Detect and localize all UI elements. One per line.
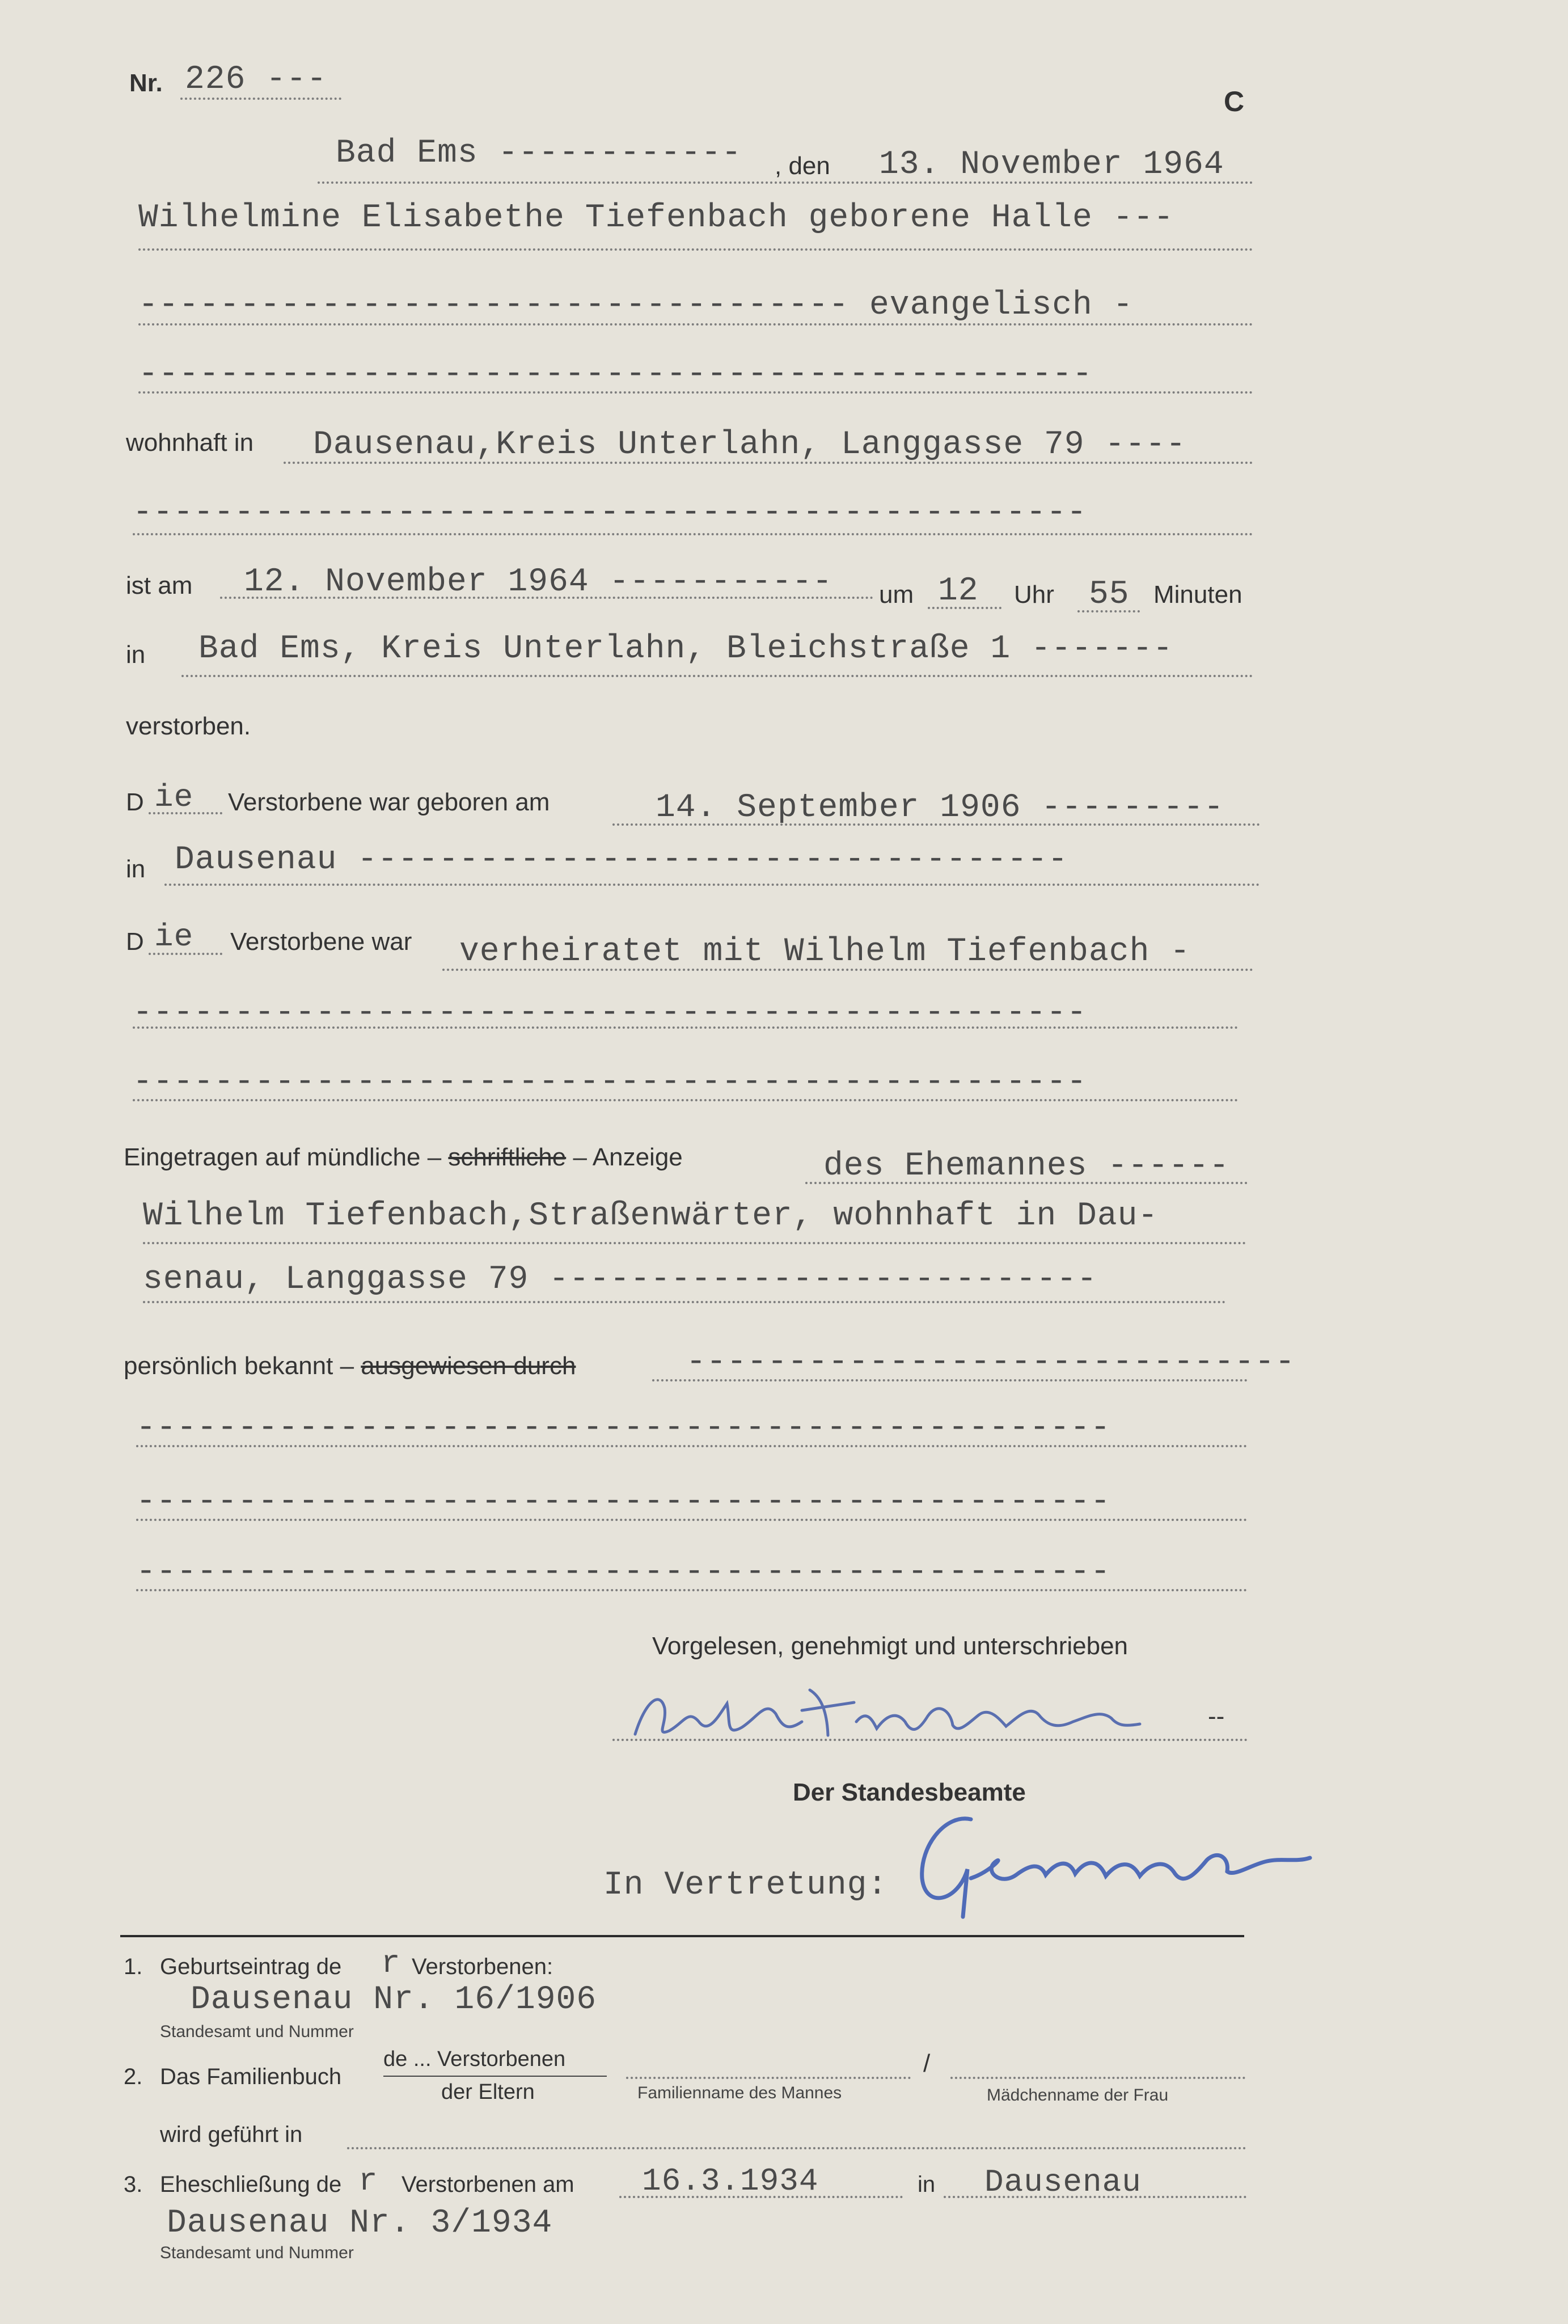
birth-entry-suffix: Verstorbenen: — [412, 1954, 553, 1979]
nr-label: Nr. — [129, 69, 163, 97]
family-book-separator: / — [923, 2050, 931, 2077]
marital-filler-2: ----------------------------------------------- — [133, 1064, 1087, 1101]
informant-address: senau, Langgasse 79 --------------------------- — [143, 1261, 1097, 1298]
residence-value: Dausenau,Kreis Unterlahn, Langgasse 79 ---- — [313, 426, 1186, 463]
uhr-label: Uhr — [1014, 581, 1054, 609]
registered-suffix: – Anzeige — [573, 1143, 683, 1171]
marital-filler-1: ----------------------------------------------- — [133, 995, 1087, 1032]
marriage-office-caption: Standesamt und Nummer — [160, 2243, 354, 2262]
birth-entry-label: Geburtseintrag de — [160, 1954, 342, 1979]
marriage-date: 16.3.1934 — [642, 2163, 819, 2199]
read-approved-label: Vorgelesen, genehmigt und unterschrieben — [652, 1632, 1129, 1660]
fn1-number: 1. — [124, 1954, 143, 1979]
identity-struck: ausgewiesen durch — [361, 1352, 576, 1380]
marital-d-label: D — [126, 928, 144, 956]
record-date: 13. November 1964 — [879, 146, 1224, 183]
identity-filler-1: ------------------------------ — [686, 1344, 1296, 1381]
kept-in-label: wird geführt in — [160, 2122, 303, 2147]
marriage-entry: Dausenau Nr. 3/1934 — [167, 2205, 553, 2242]
family-book-option-1: de ... Verstorbenen — [383, 2047, 566, 2071]
birth-d-fill: ie — [154, 779, 194, 815]
den-label: , den — [775, 152, 830, 180]
marriage-place: Dausenau — [984, 2164, 1142, 2200]
religion-line: ----------------------------------- evangelisch - — [138, 287, 1134, 324]
signer-signature — [629, 1667, 1174, 1758]
registered-prefix: Eingetragen auf mündliche – — [124, 1143, 442, 1171]
marriage-label: Eheschließung de — [160, 2172, 342, 2197]
family-book-option-2: der Eltern — [441, 2080, 535, 2104]
wife-caption: Mädchenname der Frau — [987, 2086, 1169, 2105]
verstorben-label: verstorben. — [126, 712, 251, 740]
corner-mark: C — [1224, 86, 1245, 117]
birth-place: Dausenau ----------------------------------- — [175, 842, 1068, 878]
residence-label: wohnhaft in — [126, 429, 254, 457]
birth-text: Verstorbene war geboren am — [228, 788, 550, 816]
birth-date: 14. September 1906 --------- — [656, 789, 1224, 826]
husband-caption: Familienname des Mannes — [637, 2084, 842, 2102]
marital-text: Verstorbene war — [230, 928, 412, 956]
identity-filler-2: ------------------------------------------------ — [136, 1410, 1111, 1447]
marriage-fill: r — [358, 2163, 378, 2199]
um-label: um — [879, 581, 914, 609]
name-filler-line: ----------------------------------------------- — [138, 356, 1093, 393]
ist-am-label: ist am — [126, 572, 193, 599]
fn2-number: 2. — [124, 2064, 143, 2089]
residence-filler-line: ----------------------------------------------- — [133, 495, 1087, 531]
fn3-number: 3. — [124, 2172, 143, 2197]
death-place: Bad Ems, Kreis Unterlahn, Bleichstraße 1 ------- — [198, 631, 1173, 667]
deputy-signature — [896, 1803, 1316, 1928]
birth-office-caption: Standesamt und Nummer — [160, 2022, 354, 2041]
informant-name: Wilhelm Tiefenbach,Straßenwärter, wohnhaft in Dau- — [143, 1198, 1159, 1235]
identity-prefix: persönlich bekannt – — [124, 1352, 354, 1380]
registered-label — [124, 1143, 683, 1172]
deceased-name: Wilhelmine Elisabethe Tiefenbach geborene Halle --- — [138, 200, 1174, 236]
death-minutes: 55 — [1089, 576, 1130, 613]
identity-label — [124, 1352, 576, 1380]
death-hour: 12 — [938, 573, 979, 610]
nr-value: 226 --- — [185, 61, 327, 98]
signer-trail: -- — [1208, 1702, 1225, 1730]
record-place: Bad Ems ------------ — [336, 135, 742, 172]
informant-relation: des Ehemannes ------ — [823, 1148, 1230, 1185]
identity-filler-3: ------------------------------------------------ — [136, 1484, 1111, 1520]
marital-d-fill: ie — [154, 919, 194, 955]
official-label: Der Standesbeamte — [793, 1778, 1026, 1806]
registered-struck: schriftliche — [448, 1143, 567, 1171]
death-in-label: in — [126, 641, 146, 669]
identity-filler-4: ------------------------------------------------ — [136, 1554, 1111, 1591]
marriage-in-label: in — [918, 2172, 936, 2197]
minuten-label: Minuten — [1153, 581, 1242, 609]
death-date: 12. November 1964 ----------- — [244, 564, 833, 601]
birth-d-label: D — [126, 788, 144, 816]
birth-in-label: in — [126, 855, 146, 883]
birth-entry-fill: r — [381, 1945, 401, 1981]
marriage-mid-label: Verstorbenen am — [401, 2172, 574, 2197]
marital-status: verheiratet mit Wilhelm Tiefenbach - — [459, 933, 1191, 970]
birth-entry-value: Dausenau Nr. 16/1906 — [191, 1981, 597, 2018]
deputy-label: In Vertretung: — [603, 1867, 888, 1904]
family-book-label: Das Familienbuch — [160, 2064, 342, 2089]
